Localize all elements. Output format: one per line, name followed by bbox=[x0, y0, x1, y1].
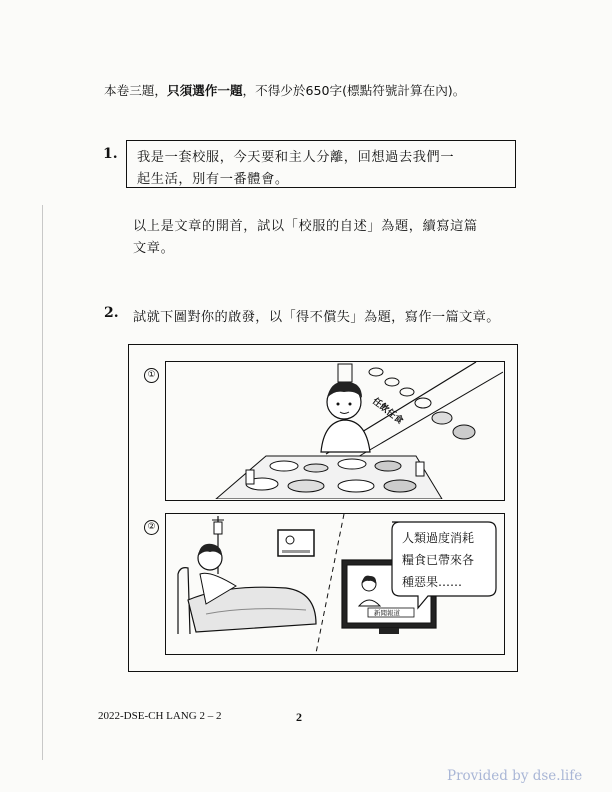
question-1-number: 1. bbox=[103, 146, 118, 162]
panel-2-hospital bbox=[147, 513, 505, 655]
prompt-line-2: 起生活，別有一番體會。 bbox=[137, 172, 289, 187]
question-2-text: 試就下圖對你的啟發，以「得不償失」為題，寫作一篇文章。 bbox=[133, 310, 500, 325]
q1-line-1: 以上是文章的開首，試以「校服的自述」為題，續寫這篇 bbox=[133, 219, 478, 234]
question-1-prompt-box bbox=[126, 140, 516, 188]
instruction-text-1: 本卷三題， bbox=[104, 83, 167, 98]
buffet-banner: 任飲任食 bbox=[370, 396, 405, 427]
cartoon-figure bbox=[128, 344, 518, 672]
prompt-line-1: 我是一套校服，今天要和主人分離，回想過去我們一 bbox=[137, 150, 455, 165]
panel-1-buffet bbox=[147, 361, 505, 501]
speech-line-3: 種惡果…… bbox=[402, 575, 463, 589]
provider-watermark: Provided by dse.life bbox=[447, 768, 583, 784]
speech-line-1: 人類過度消耗 bbox=[402, 531, 475, 545]
instruction-bold: 只須選作一題 bbox=[166, 83, 243, 98]
exam-code: 2022-DSE-CH LANG 2 – 2 bbox=[98, 710, 222, 722]
hospital-illustration bbox=[166, 514, 503, 653]
question-1-instruction bbox=[133, 216, 525, 260]
question-2-number: 2. bbox=[104, 305, 119, 321]
q1-line-2: 文章。 bbox=[133, 241, 175, 256]
instructions bbox=[104, 80, 534, 99]
buffet-illustration bbox=[166, 362, 503, 499]
news-caption: 新聞報道 bbox=[374, 609, 400, 617]
panel-2-badge: ② bbox=[144, 520, 159, 535]
speech-line-2: 糧食已帶來各 bbox=[402, 553, 475, 567]
panel-1-badge: ① bbox=[144, 368, 159, 383]
page-margin-rule bbox=[42, 205, 43, 760]
instruction-text-2: ，不得少於650字(標點符號計算在內)。 bbox=[242, 83, 466, 98]
page-number: 2 bbox=[296, 710, 302, 724]
